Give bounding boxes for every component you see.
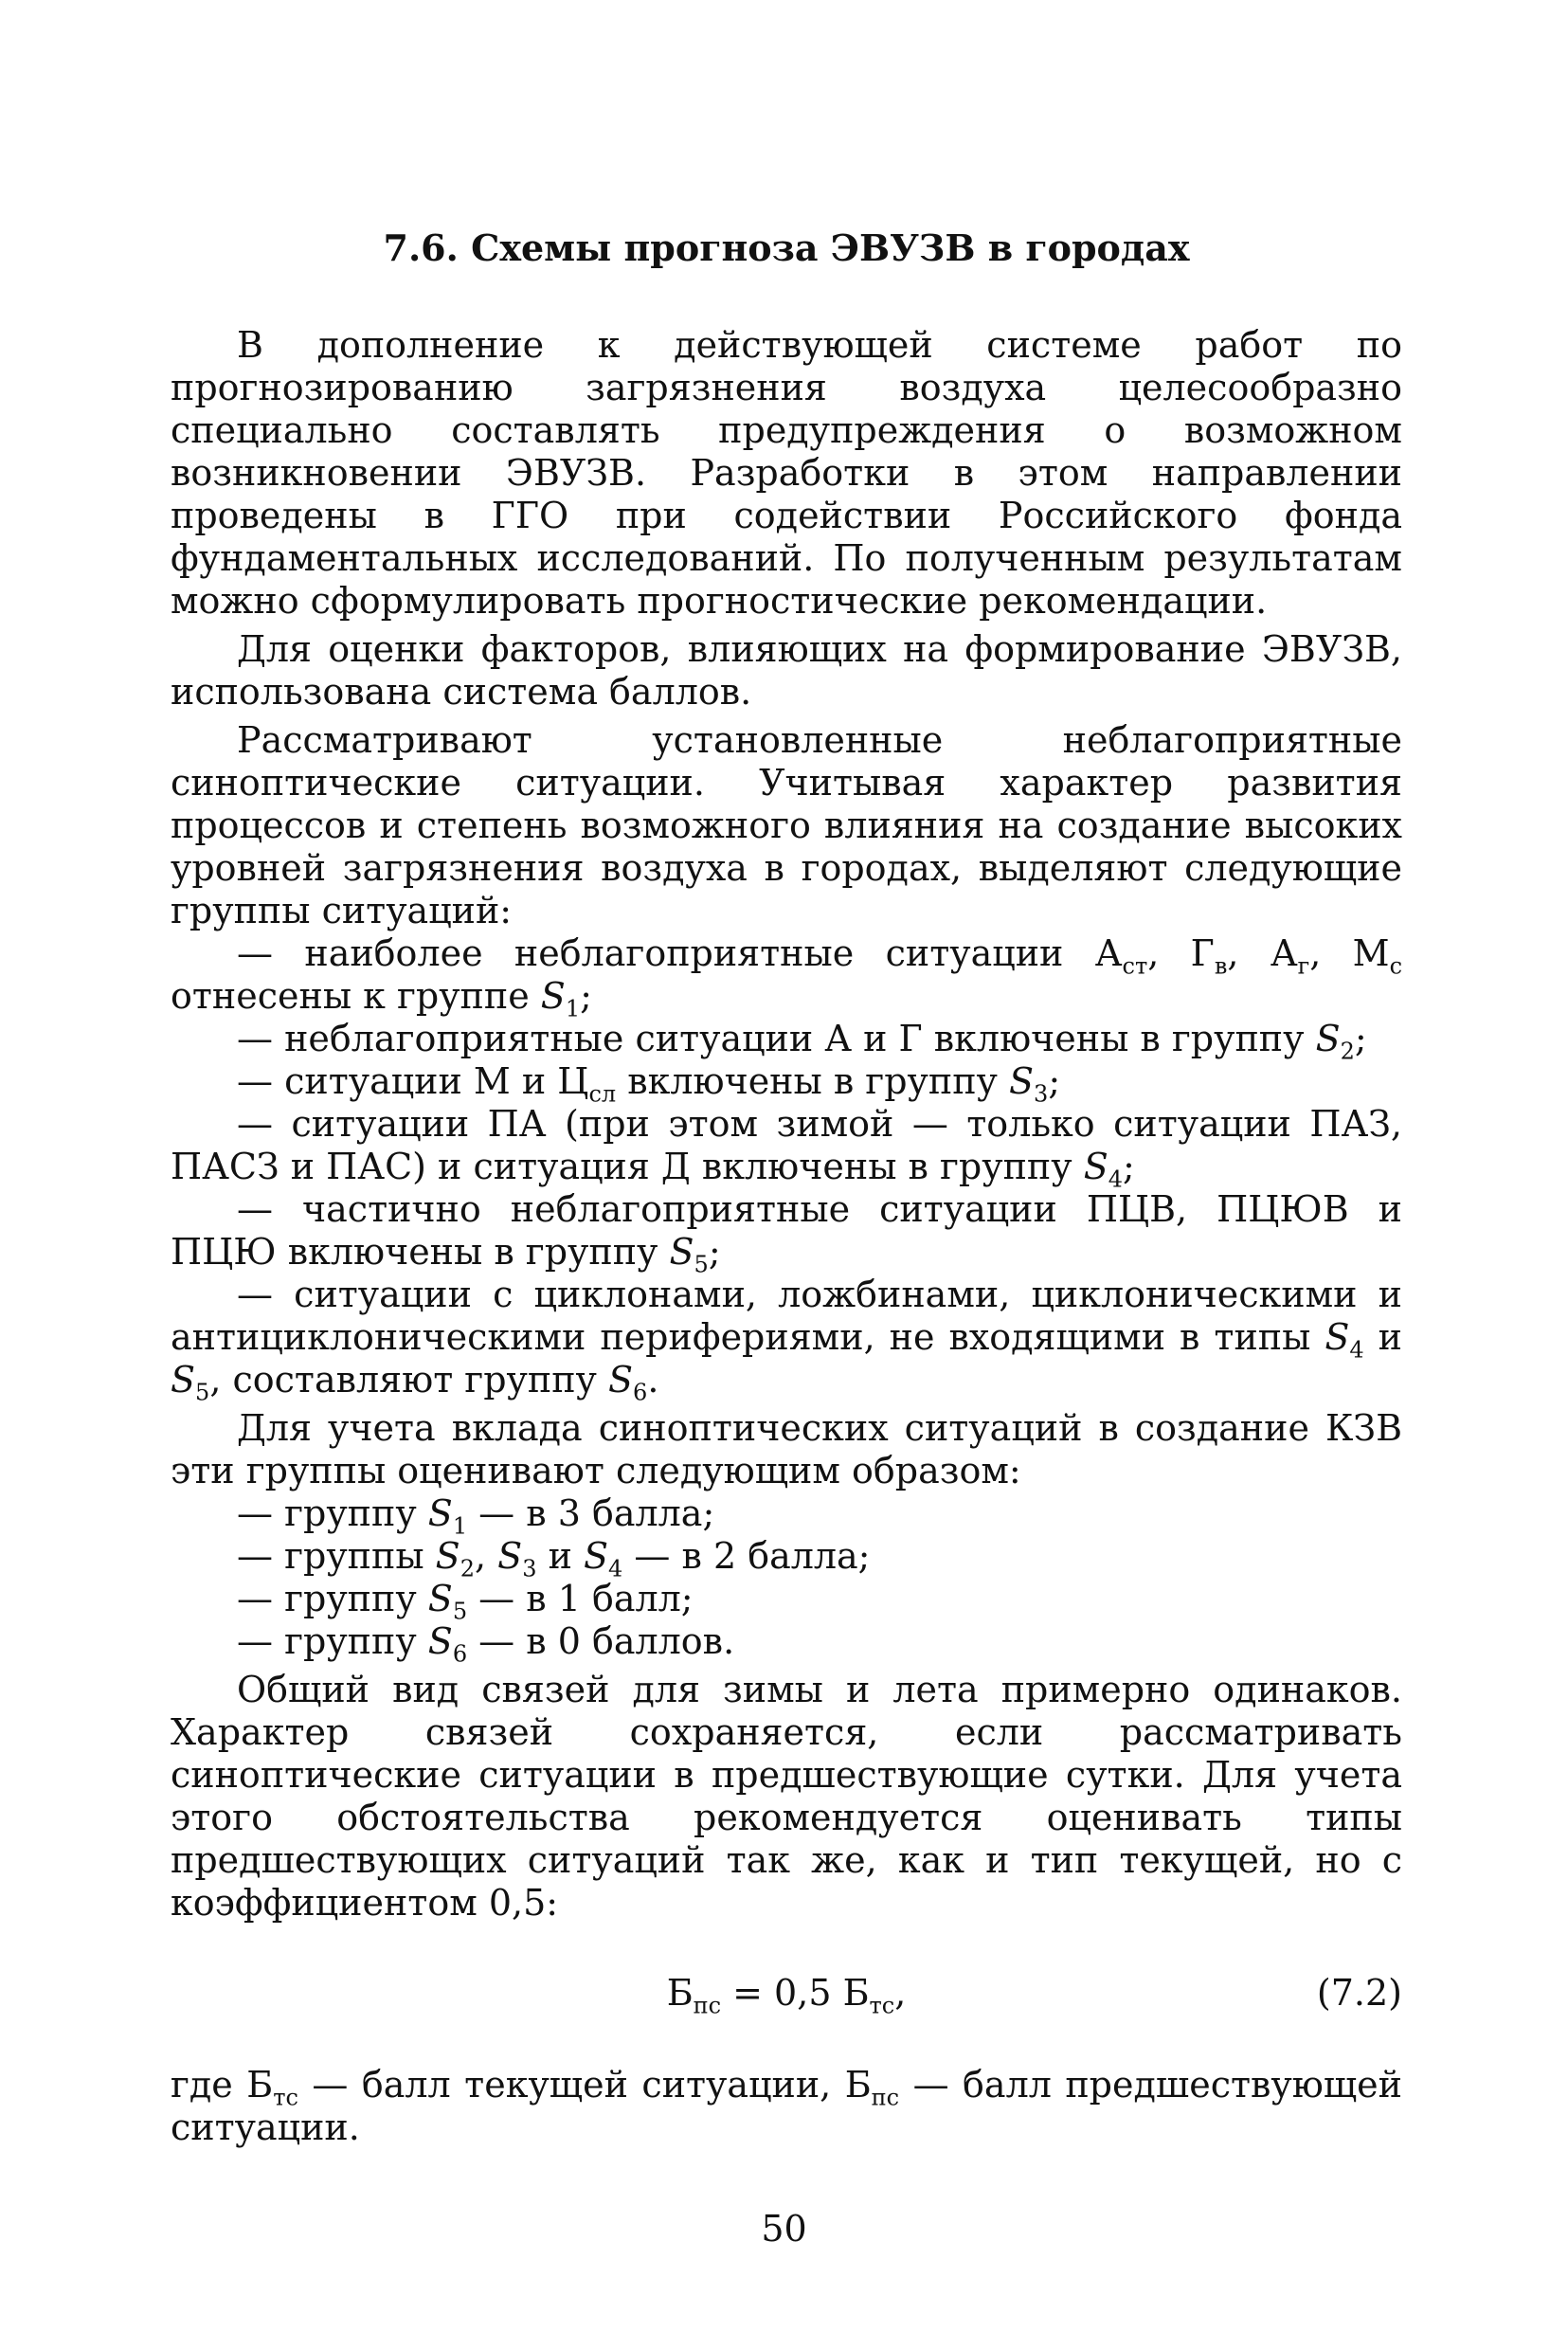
score-item-4: — группу $S_6$ — в 0 баллов. bbox=[237, 1620, 735, 1668]
group-item-2: — неблагоприятные ситуации А и Г включены в группу $S_2$; bbox=[237, 1018, 1367, 1065]
section-title: 7.6. Схемы прогноза ЭВУЗВ в городах bbox=[383, 226, 1190, 269]
group-item-3: — ситуации М и $Ц_{сл}$ включены в группу $S_3$; bbox=[237, 1060, 1061, 1108]
formula-number: (7.2) bbox=[1316, 1972, 1402, 2014]
document-page bbox=[171, 227, 1402, 2149]
paragraph-evaluation: Для учета вклада синоптических ситуаций в создание КЗВ эти группы оценивают следующим образом: bbox=[171, 1407, 1402, 1491]
paragraph-intro: В дополнение к действующей системе работ по прогнозированию загрязнения воздуха целесообразно специально составлять предупреждения о возможном возникновении ЭВУЗВ. Разработки в этом направлении проведены в ГГО при содействии Российского фонда фундаментальных исследований. По полученным результатам можно сформулировать прогностические рекомендации. bbox=[171, 324, 1402, 622]
paragraph-general-view: Общий вид связей для зимы и лета примерно одинаков. Характер связей сохраняется, если рассматривать синоптические ситуации в предшествующие сутки. Для учета этого обстоятельства рекомендуется оценивать типы предшествующих ситуаций так же, как и тип текущей, но с коэффициентом 0,5: bbox=[171, 1669, 1402, 1924]
paragraph-scores: Для оценки факторов, влияющих на формирование ЭВУЗВ, использована система баллов. bbox=[171, 628, 1402, 713]
group-item-6: — ситуации с циклонами, ложбинами, циклоническими и антициклоническими перифериями, не входящими в типы $S_4$ и $S_5$, составляют группу $S_6$. bbox=[171, 1274, 1402, 1406]
score-item-3: — группу $S_5$ — в 1 балл; bbox=[237, 1578, 694, 1625]
paragraph-situations: Рассматривают установленные неблагоприятные синоптические ситуации. Учитывая характер развития процессов и степень возможного влияния на создание высоких уровней загрязнения воздуха в городах, выделяют следующие группы ситуаций: bbox=[171, 719, 1402, 931]
score-item-1: — группу $S_1$ — в 3 балла; bbox=[237, 1492, 715, 1540]
group-item-1: — наиболее неблагоприятные ситуации $А_{ст}$, $Г_в$, $А_г$, $М_с$ отнесены к группе $S_1$; bbox=[171, 932, 1403, 1022]
group-item-4: — ситуации ПА (при этом зимой — только ситуации ПАЗ, ПАСЗ и ПАС) и ситуация Д включены в группу $S_4$; bbox=[171, 1103, 1402, 1193]
paragraph-formula-legend: где $Б_{тс}$ — балл текущей ситуации, $Б_{пс}$ — балл предшествующей ситуации. bbox=[171, 2064, 1402, 2148]
page-number: 50 bbox=[761, 2208, 807, 2250]
formula-body: $Б_{пс} = 0,5$ $Б_{тс}$, bbox=[666, 1972, 907, 2019]
group-item-5: — частично неблагоприятные ситуации ПЦВ, ПЦЮВ и ПЦЮ включены в группу $S_5$; bbox=[171, 1188, 1402, 1278]
formula-7-2 bbox=[171, 1972, 1402, 2019]
score-item-2: — группы $S_2$, $S_3$ и $S_4$ — в 2 балла; bbox=[237, 1535, 871, 1582]
